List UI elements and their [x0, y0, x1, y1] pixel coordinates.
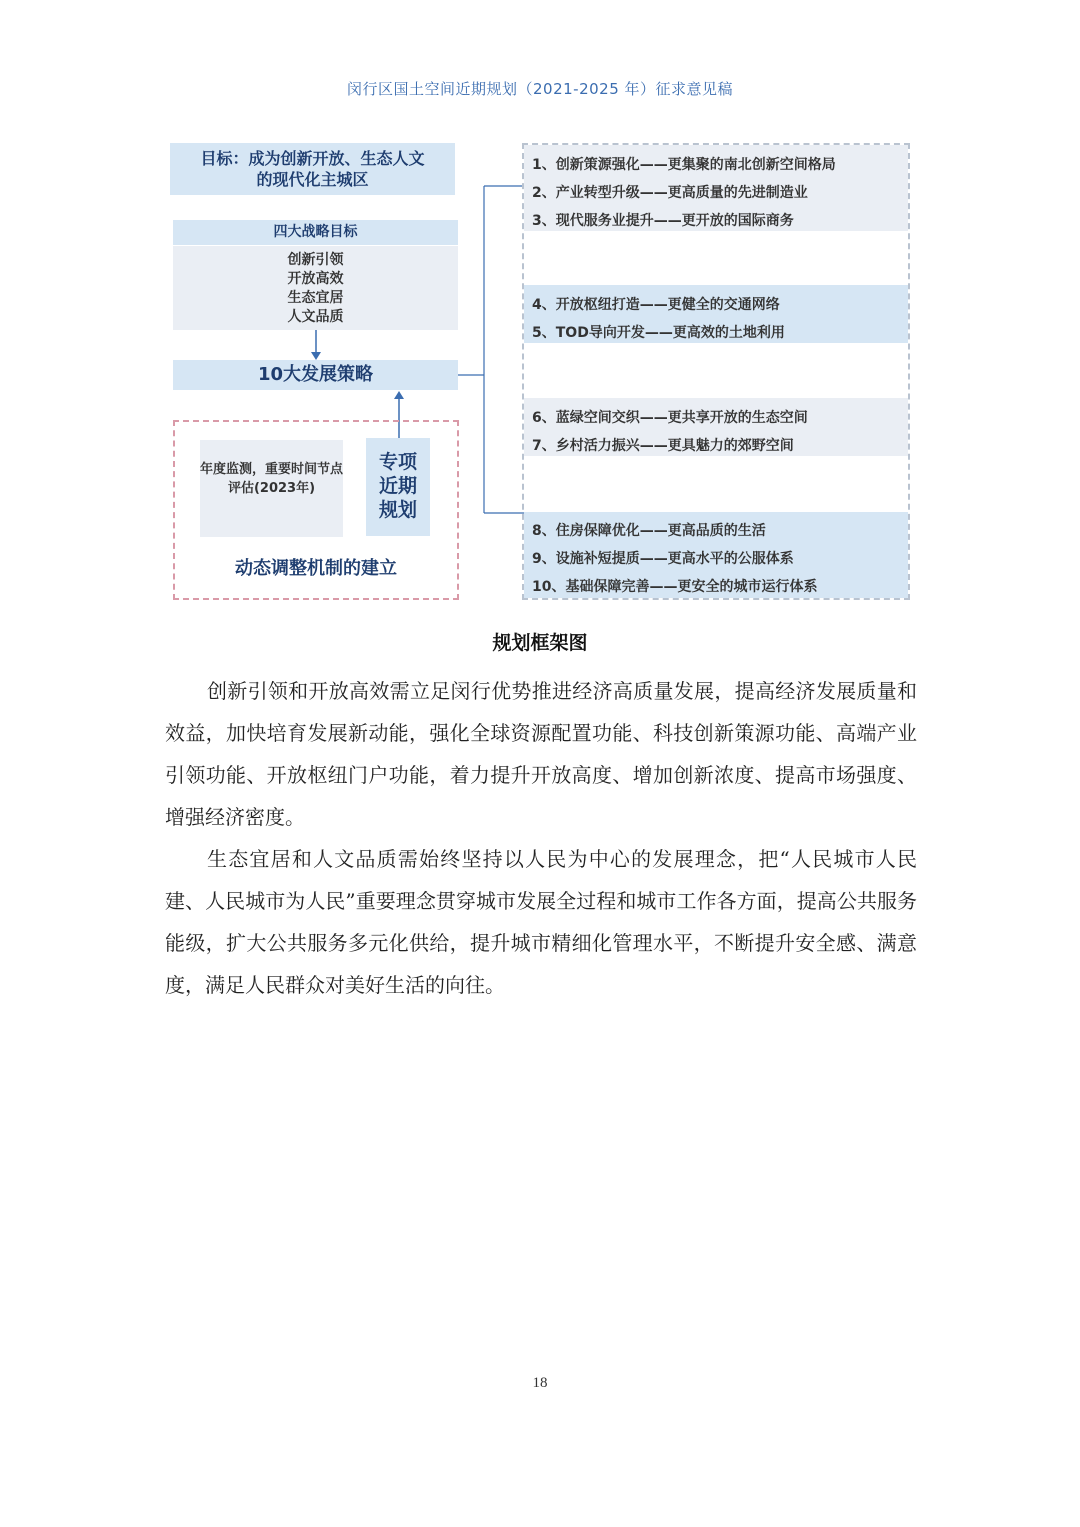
- strategy-item: 5、TOD导向开发——更高效的土地利用: [532, 325, 785, 341]
- four-goals-list: [173, 246, 458, 330]
- dynamic-adjustment-label: 动态调整机制的建立: [235, 558, 397, 579]
- body-paragraph: 创新引领和开放高效需立足闵行优势推进经济高质量发展，提高经济发展质量和效益，加快培育发展新动能，强化全球资源配置功能、科技创新策源功能、高端产业引领功能、开放枢纽门户功能，着力提升开放高度、增加创新浓度、提高市场强度、增强经济密度。: [165, 679, 917, 829]
- document-header: 闵行区国土空间近期规划（2021-2025 年）征求意见稿: [346, 80, 734, 98]
- goal-line-1: 目标：成为创新开放、生态人文: [200, 149, 425, 168]
- strategy-item: 2、产业转型升级——更高质量的先进制造业: [532, 185, 808, 201]
- strategy-item: 1、创新策源强化——更集聚的南北创新空间格局: [532, 157, 836, 173]
- body-paragraph: 生态宜居和人文品质需始终坚持以人民为中心的发展理念，把“人民城市人民建、人民城市为人民”重要理念贯穿城市发展全过程和城市工作各方面，提高公共服务能级，扩大公共服务多元化供给，提升城市精细化管理水平，不断提升安全感、满意度，满足人民群众对美好生活的向往。: [165, 847, 917, 997]
- planning-framework-diagram: [168, 140, 913, 605]
- special-plan-line: 近期: [378, 475, 417, 497]
- figure-caption: 规划框架图: [492, 632, 588, 654]
- strategy-item: 10、基础保障完善——更安全的城市运行体系: [532, 579, 818, 595]
- strategy-item: 6、蓝绿空间交织——更共享开放的生态空间: [532, 410, 808, 426]
- ten-strategies-box: 10大发展策略: [173, 360, 458, 390]
- four-goals-item: 创新引领: [287, 252, 344, 268]
- strategy-item: 7、乡村活力振兴——更具魅力的郊野空间: [532, 438, 794, 454]
- strategy-group: [524, 145, 908, 231]
- four-goals-item: 人文品质: [287, 309, 344, 325]
- goal-line-2: 的现代化主城区: [256, 170, 369, 189]
- four-goals-item: 生态宜居: [287, 290, 344, 306]
- special-plan-box: [366, 438, 430, 536]
- strategy-group: [524, 512, 908, 598]
- annual-review-box: 年度监测，重要时间节点评估(2023年): [200, 440, 343, 537]
- four-goals-title: 四大战略目标: [173, 220, 458, 245]
- strategy-item: 9、设施补短提质——更高水平的公服体系: [532, 551, 794, 567]
- four-goals-item: 开放高效: [287, 271, 344, 287]
- strategy-item: 4、开放枢纽打造——更健全的交通网络: [532, 297, 780, 313]
- special-plan-line: 规划: [378, 499, 417, 521]
- special-plan-line: 专项: [378, 451, 417, 473]
- strategy-group: [524, 398, 908, 456]
- goal-box: [170, 143, 455, 195]
- page-number: 18: [532, 1375, 548, 1391]
- strategy-group: [524, 285, 908, 343]
- strategy-item: 3、现代服务业提升——更开放的国际商务: [532, 213, 794, 229]
- strategy-item: 8、住房保障优化——更高品质的生活: [532, 523, 766, 539]
